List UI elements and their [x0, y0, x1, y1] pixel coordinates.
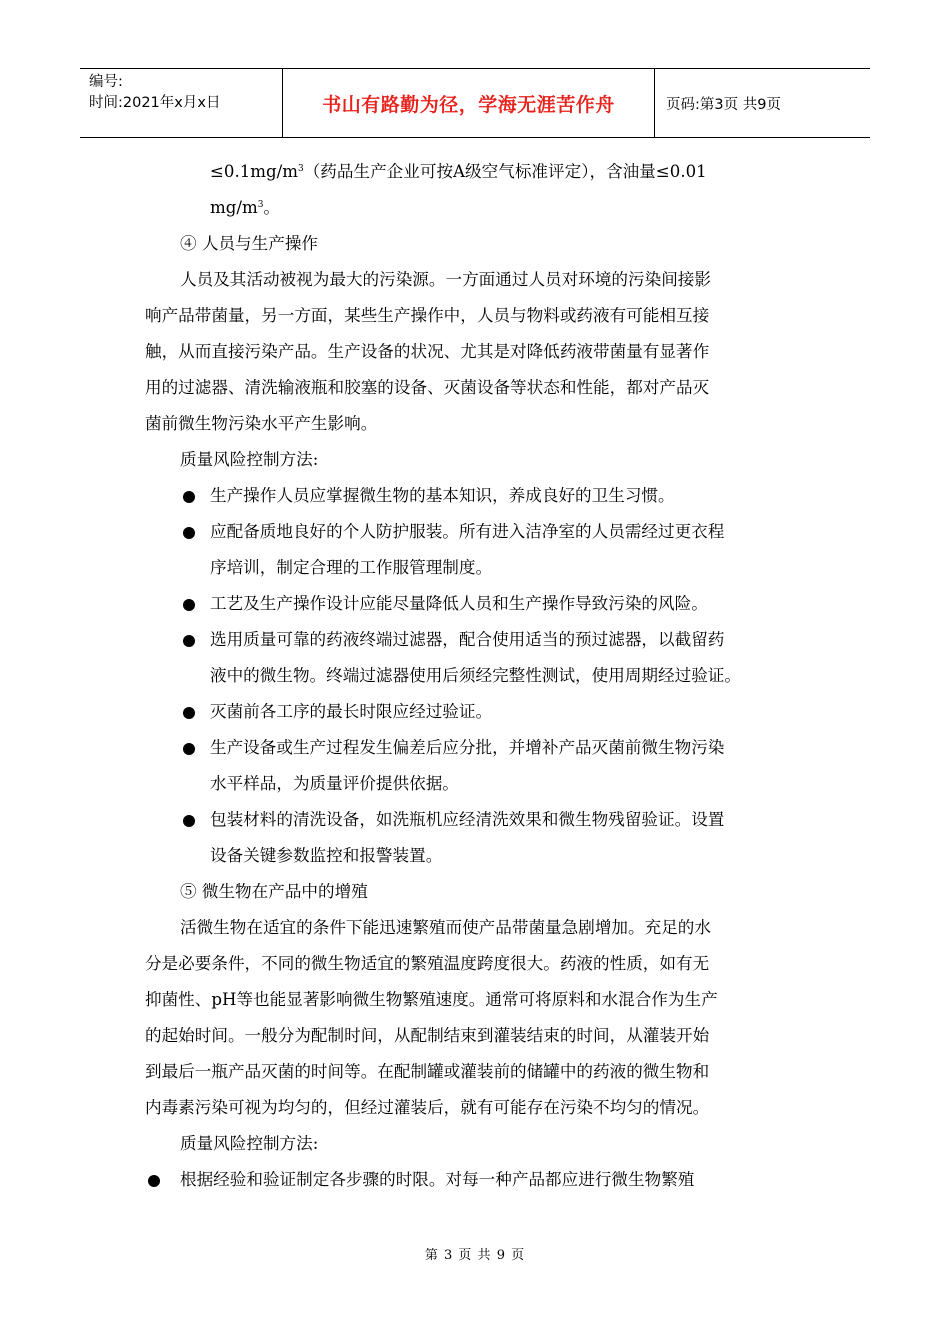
bullet-icon: [183, 815, 195, 827]
list-item-continuation: 序培训，制定合理的工作服管理制度。: [210, 558, 493, 577]
bullet-icon: [183, 527, 195, 539]
paragraph-line: 内毒素污染可视为均匀的，但经过灌装后，就有可能存在污染不均匀的情况。: [145, 1098, 710, 1117]
list-item: [145, 622, 810, 658]
list-item-continuation: 水平样品，为质量评价提供依据。: [210, 774, 459, 793]
page-header: [80, 68, 870, 138]
section-heading-4: ④ 人员与生产操作: [180, 234, 319, 253]
text-fragment: mg/m: [210, 198, 258, 217]
list-item-text: 应配备质地良好的个人防护服装。所有进入洁净室的人员需经过更衣程: [210, 522, 725, 541]
list-item-text: 根据经验和验证制定各步骤的时限。对每一种产品都应进行微生物繁殖: [180, 1170, 695, 1189]
list-item-continuation: 设备关键参数监控和报警装置。: [210, 846, 443, 865]
text-fragment: 。: [263, 198, 281, 217]
superscript: 3: [257, 200, 264, 210]
paragraph-line: 菌前微生物污染水平产生影响。: [145, 414, 378, 433]
paragraph-line: 到最后一瓶产品灭菌的时间等。在配制罐或灌装前的储罐中的药液的微生物和: [145, 1062, 710, 1081]
header-meta: [80, 69, 283, 137]
paragraph-line: 分是必要条件，不同的微生物适宜的繁殖温度跨度很大。药液的性质，如有无: [145, 954, 710, 973]
page-footer: 第 3 页 共 9 页: [424, 1248, 526, 1263]
superscript: 3: [297, 164, 304, 174]
list-item-text: 灭菌前各工序的最长时限应经过验证。: [210, 702, 493, 721]
list-item-continuation: 液中的微生物。终端过滤器使用后须经完整性测试，使用周期经过验证。: [210, 666, 741, 685]
list-item: [145, 514, 810, 550]
list-item-text: 工艺及生产操作设计应能尽量降低人员和生产操作导致污染的风险。: [210, 594, 708, 613]
bullet-icon: [183, 635, 195, 647]
list-item-text: 选用质量可靠的药液终端过滤器，配合使用适当的预过滤器，以截留药: [210, 630, 725, 649]
bullet-icon: [148, 1175, 160, 1187]
paragraph-line: 触，从而直接污染产品。生产设备的状况、尤其是对降低药液带菌量有显著作: [145, 342, 710, 361]
text-fragment: （药品生产企业可按A级空气标准评定），含油量≤0.01: [303, 162, 707, 181]
paragraph-line: 用的过滤器、清洗输液瓶和胶塞的设备、灭菌设备等状态和性能，都对产品灭: [145, 378, 710, 397]
bullet-icon: [183, 599, 195, 611]
section-heading-5: ⑤ 微生物在产品中的增殖: [180, 882, 368, 901]
header-motto: 书山有路勤为径，学海无涯苦作舟: [283, 69, 655, 137]
bullet-icon: [183, 491, 195, 503]
text-line: [145, 190, 810, 226]
paragraph-line: 响产品带菌量，另一方面，某些生产操作中，人员与物料或药液有可能相互接: [145, 306, 710, 325]
list-item: [145, 730, 810, 766]
list-item-text: 包装材料的清洗设备，如洗瓶机应经清洗效果和微生物残留验证。设置: [210, 810, 725, 829]
paragraph-line: 人员及其活动被视为最大的污染源。一方面通过人员对环境的污染间接影: [180, 270, 711, 289]
paragraph-line: 抑菌性、pH等也能显著影响微生物繁殖速度。通常可将原料和水混合作为生产: [145, 990, 718, 1009]
doc-number-label: 编号:: [89, 74, 123, 90]
list-item-text: 生产设备或生产过程发生偏差后应分批，并增补产品灭菌前微生物污染: [210, 738, 725, 757]
list-item: [145, 694, 810, 730]
bullet-icon: [183, 743, 195, 755]
bullet-icon: [183, 707, 195, 719]
list-item-text: 生产操作人员应掌握微生物的基本知识，养成良好的卫生习惯。: [210, 486, 675, 505]
text-fragment: ≤0.1mg/m: [210, 162, 298, 181]
text-line: [145, 154, 810, 190]
list-item: [145, 478, 810, 514]
paragraph-line: 活微生物在适宜的条件下能迅速繁殖而使产品带菌量急剧增加。充足的水: [180, 918, 711, 937]
subheading: 质量风险控制方法:: [180, 1134, 319, 1153]
document-body: [145, 154, 810, 1198]
header-page-number: 页码:第3页 共9页: [666, 96, 781, 113]
list-item: [145, 586, 810, 622]
list-item: [145, 1162, 810, 1198]
subheading: 质量风险控制方法:: [180, 450, 319, 469]
paragraph-line: 的起始时间。一般分为配制时间，从配制结束到灌装结束的时间，从灌装开始: [145, 1026, 710, 1045]
doc-time-label: 时间:2021年x月x日: [89, 95, 221, 111]
list-item: [145, 802, 810, 838]
